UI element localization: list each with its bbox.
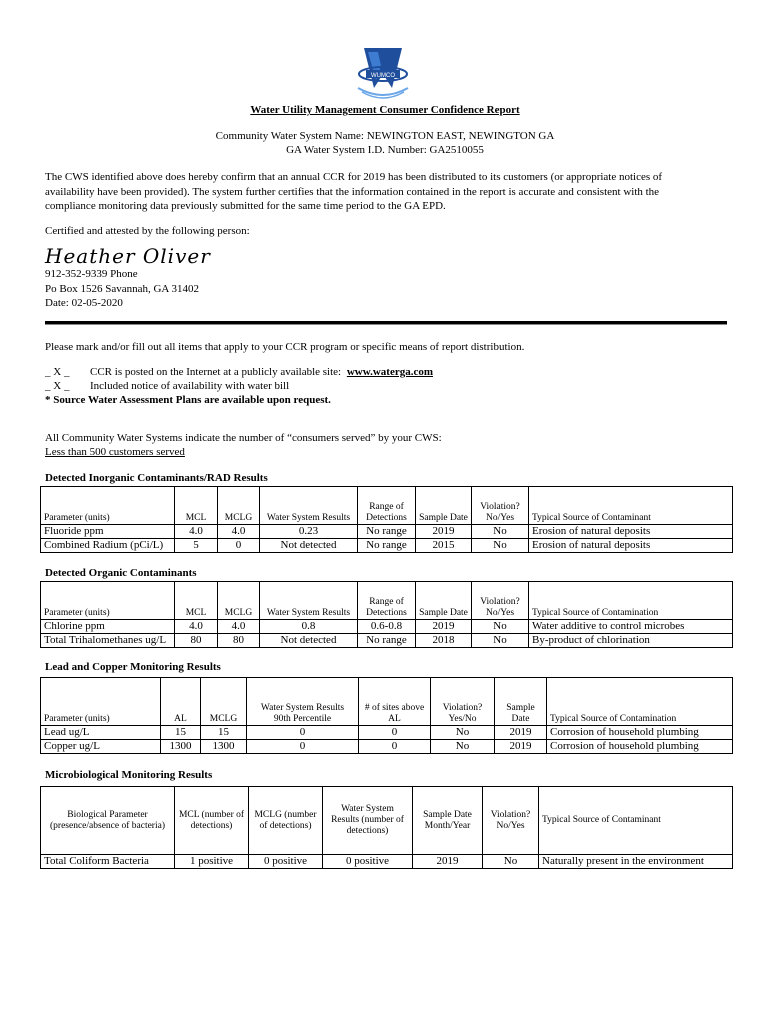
lead-copper-table <box>40 677 733 754</box>
instructions-text: Please mark and/or fill out all items that apply to your CCR program or specific means of report distribution. <box>45 341 525 353</box>
col-range: Range of Detections <box>358 487 416 525</box>
contact-phone: 912-352-9339 Phone <box>45 268 138 280</box>
organic-heading: Detected Organic Contaminants <box>45 567 197 579</box>
lead-header-row: Parameter (units) AL MCLG Water System Results 90th Percentile # of sites above AL Violation? Yes/No Sample Date Typical Source of Contamination <box>41 678 733 726</box>
section-divider <box>45 321 727 325</box>
micro-heading: Microbiological Monitoring Results <box>45 769 213 781</box>
company-logo <box>352 44 414 102</box>
inorganic-header-row <box>41 487 733 525</box>
system-id-line: GA Water System I.D. Number: GA2510055 <box>286 144 484 156</box>
col-parameter: Parameter (units) <box>41 487 175 525</box>
table-row: Combined Radium (pCi/L) 5 0 Not detected No range 2015 No Erosion of natural deposits <box>41 539 733 553</box>
source-water-note: * Source Water Assessment Plans are available upon request. <box>45 394 331 406</box>
signature-date: Date: 02-05-2020 <box>45 297 123 309</box>
table-row: Fluoride ppm 4.0 4.0 0.23 No range 2019 No Erosion of natural deposits <box>41 525 733 539</box>
check-mark-1[interactable]: _ X _ <box>45 366 70 378</box>
table-row: Copper ug/L 1300 1300 0 0 No 2019 Corrosion of household plumbing <box>41 740 733 754</box>
attested-by-text: Certified and attested by the following person: <box>45 225 250 237</box>
table-row: Total Trihalomethanes ug/L 80 80 Not detected No range 2018 No By-product of chlorination <box>41 634 733 648</box>
inorganic-table <box>40 486 733 553</box>
table-row: Total Coliform Bacteria 1 positive 0 positive 0 positive 2019 No Naturally present in the environment <box>41 855 733 869</box>
consumers-served-value: Less than 500 customers served <box>45 446 185 458</box>
report-title: Water Utility Management Consumer Confidence Report <box>250 104 520 116</box>
certification-paragraph: The CWS identified above does hereby confirm that an annual CCR for 2019 has been distributed to its customers (or appropriate notices of availability have been provided). The system further certifies that the information contained in the report is accurate and consistent with the compliance monitoring data previously submitted for the same time period to the GA EPD. <box>45 171 663 212</box>
table-row: Chlorine ppm 4.0 4.0 0.8 0.6-0.8 2019 No Water additive to control microbes <box>41 620 733 634</box>
col-mcl: MCL <box>175 487 218 525</box>
system-name-line: Community Water System Name: NEWINGTON EAST, NEWINGTON GA <box>215 130 555 142</box>
signature: Heather Oliver <box>45 244 211 268</box>
col-mclg: MCLG <box>218 487 260 525</box>
consumers-served-line: All Community Water Systems indicate the number of “consumers served” by your CWS: <box>45 432 442 444</box>
logo-ring-text: WUMCO <box>371 73 395 79</box>
micro-header-row: Biological Parameter (presence/absence of bacteria) MCL (number of detections) MCLG (number of detections) Water System Results (number of detections) Sample Date Month/Year Violation? No/Yes Typical Source of Contaminant <box>41 787 733 855</box>
check-text-2: Included notice of availability with water bill <box>90 380 290 392</box>
lead-copper-heading: Lead and Copper Monitoring Results <box>45 661 221 673</box>
col-results: Water System Results <box>260 487 358 525</box>
contact-address: Po Box 1526 Savannah, GA 31402 <box>45 283 199 295</box>
organic-table <box>40 581 733 648</box>
col-source: Typical Source of Contaminant <box>529 487 733 525</box>
table-row: Lead ug/L 15 15 0 0 No 2019 Corrosion of household plumbing <box>41 726 733 740</box>
check-text-1: CCR is posted on the Internet at a publicly available site: www.waterga.com <box>90 366 434 378</box>
website-link[interactable]: www.waterga.com <box>346 366 434 378</box>
micro-table <box>40 786 733 869</box>
col-violation: Violation? No/Yes <box>472 487 529 525</box>
organic-header-row: Parameter (units) MCL MCLG Water System Results Range of Detections Sample Date Violation? No/Yes Typical Source of Contamination <box>41 582 733 620</box>
col-sample-date: Sample Date <box>416 487 472 525</box>
inorganic-heading: Detected Inorganic Contaminants/RAD Results <box>45 472 268 484</box>
check-mark-2[interactable]: _ X _ <box>45 380 70 392</box>
